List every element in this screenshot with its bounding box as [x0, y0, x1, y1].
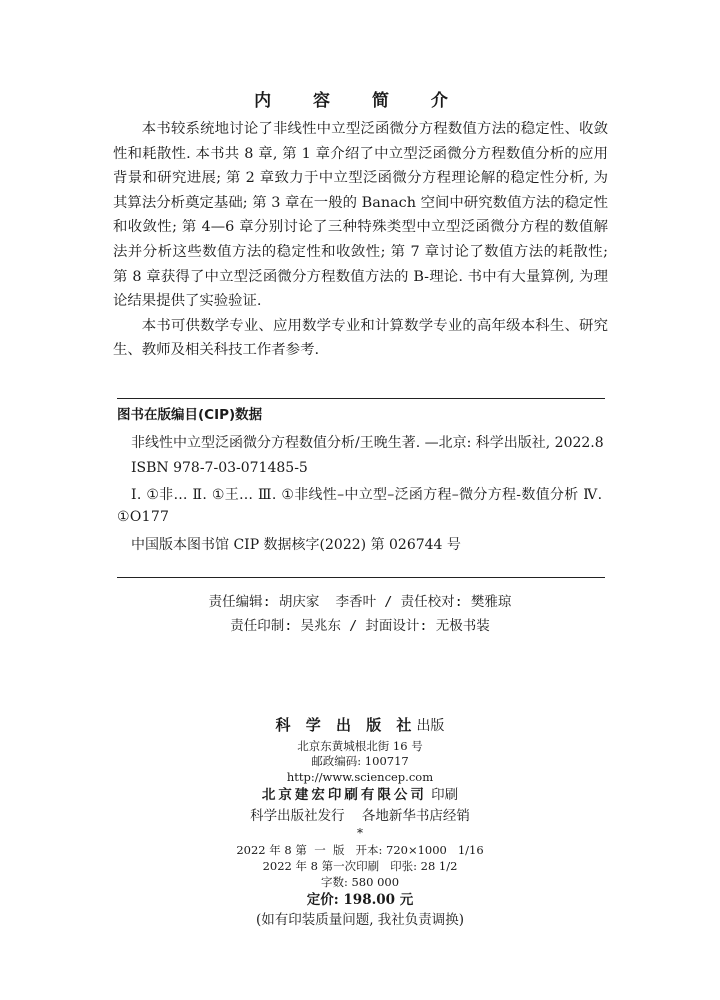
printing-info: 2022 年 8 第一次印刷 印张: 28 1/2 — [262, 858, 458, 873]
bottom-divider — [117, 577, 605, 578]
summary-paragraph-2: 本书可供数学专业、应用数学专业和计算数学专业的高年级本科生、研究生、教师及相关科技工作者参考. — [113, 317, 608, 359]
star-separator: * — [357, 826, 363, 841]
quality-notice: (如有印装质量问题, 我社负责调换) — [255, 912, 465, 929]
book-summary — [113, 117, 608, 363]
edition-info: 2022 年 8 第 一 版 开本: 720×1000 1/16 — [236, 843, 484, 858]
summary-paragraph-1: 本书较系统地讨论了非线性中立型泛函微分方程数值方法的稳定性、收敛性和耗散性. 本书共 8 章, 第 1 章介绍了中立型泛函微分方程数值分析的应用背景和研究进展; 第 2 章致力于中立型泛函微分方程理论解的稳定性分析, 为其算法分析奠定基础; 第 3 章在一般的 Banach 空间中研究数值方法的稳定性和收敛性; 第 4—6 章分别讨论了三种特殊类型中立型泛函微分方程的数值解法并分析这些数值方法的稳定性和收敛性; 第 7 章讨论了数值方法的耗散性; 第 8 章获得了中立型泛函微分方程数值方法的 B-理论. 书中有大量算例, 为理论结果提供了实验验证. — [113, 121, 608, 310]
page-title: 内 容 简 介 — [254, 91, 466, 111]
printer-line — [0, 785, 720, 806]
publisher-website: http://www.sciencep.com — [286, 769, 434, 784]
price: 定价: 198.00 元 — [306, 892, 414, 909]
postcode: 邮政编码: 100717 — [311, 754, 409, 769]
cip-number: 中国版本图书馆 CIP 数据核字(2022) 第 026744 号 — [131, 537, 461, 553]
printer-suffix: 印刷 — [431, 787, 459, 804]
editors-line-2: 责任印制: 吴兆东 / 封面设计: 无极书装 — [230, 618, 490, 634]
cip-entry: 非线性中立型泛函微分方程数值分析/王晚生著. —北京: 科学出版社, 2022.8 — [131, 435, 604, 451]
colophon — [0, 718, 720, 931]
cip-block — [117, 404, 605, 556]
publisher-suffix: 出版 — [416, 718, 445, 734]
publisher-address: 北京东黄城根北街 16 号 — [297, 738, 423, 753]
cip-isbn: ISBN 978-7-03-071485-5 — [131, 460, 308, 476]
distribution: 科学出版社发行 各地新华书店经销 — [250, 808, 470, 825]
publisher-line — [0, 718, 720, 735]
cip-index: Ⅰ. ①非… Ⅱ. ①王… Ⅲ. ①非线性–中立型–泛函方程–微分方程-数值分析 Ⅳ. ①O177 — [117, 487, 603, 525]
top-divider — [117, 398, 605, 399]
editors-block — [0, 590, 720, 638]
editors-line-1: 责任编辑: 胡庆家 李香叶 / 责任校对: 樊雅琼 — [208, 594, 512, 610]
printer-name: 北京建宏印刷有限公司 — [261, 787, 427, 804]
cip-heading: 图书在版编目(CIP)数据 — [117, 407, 263, 423]
word-count: 字数: 580 000 — [320, 874, 400, 889]
publisher-name: 科 学 出 版 社 — [275, 716, 417, 734]
